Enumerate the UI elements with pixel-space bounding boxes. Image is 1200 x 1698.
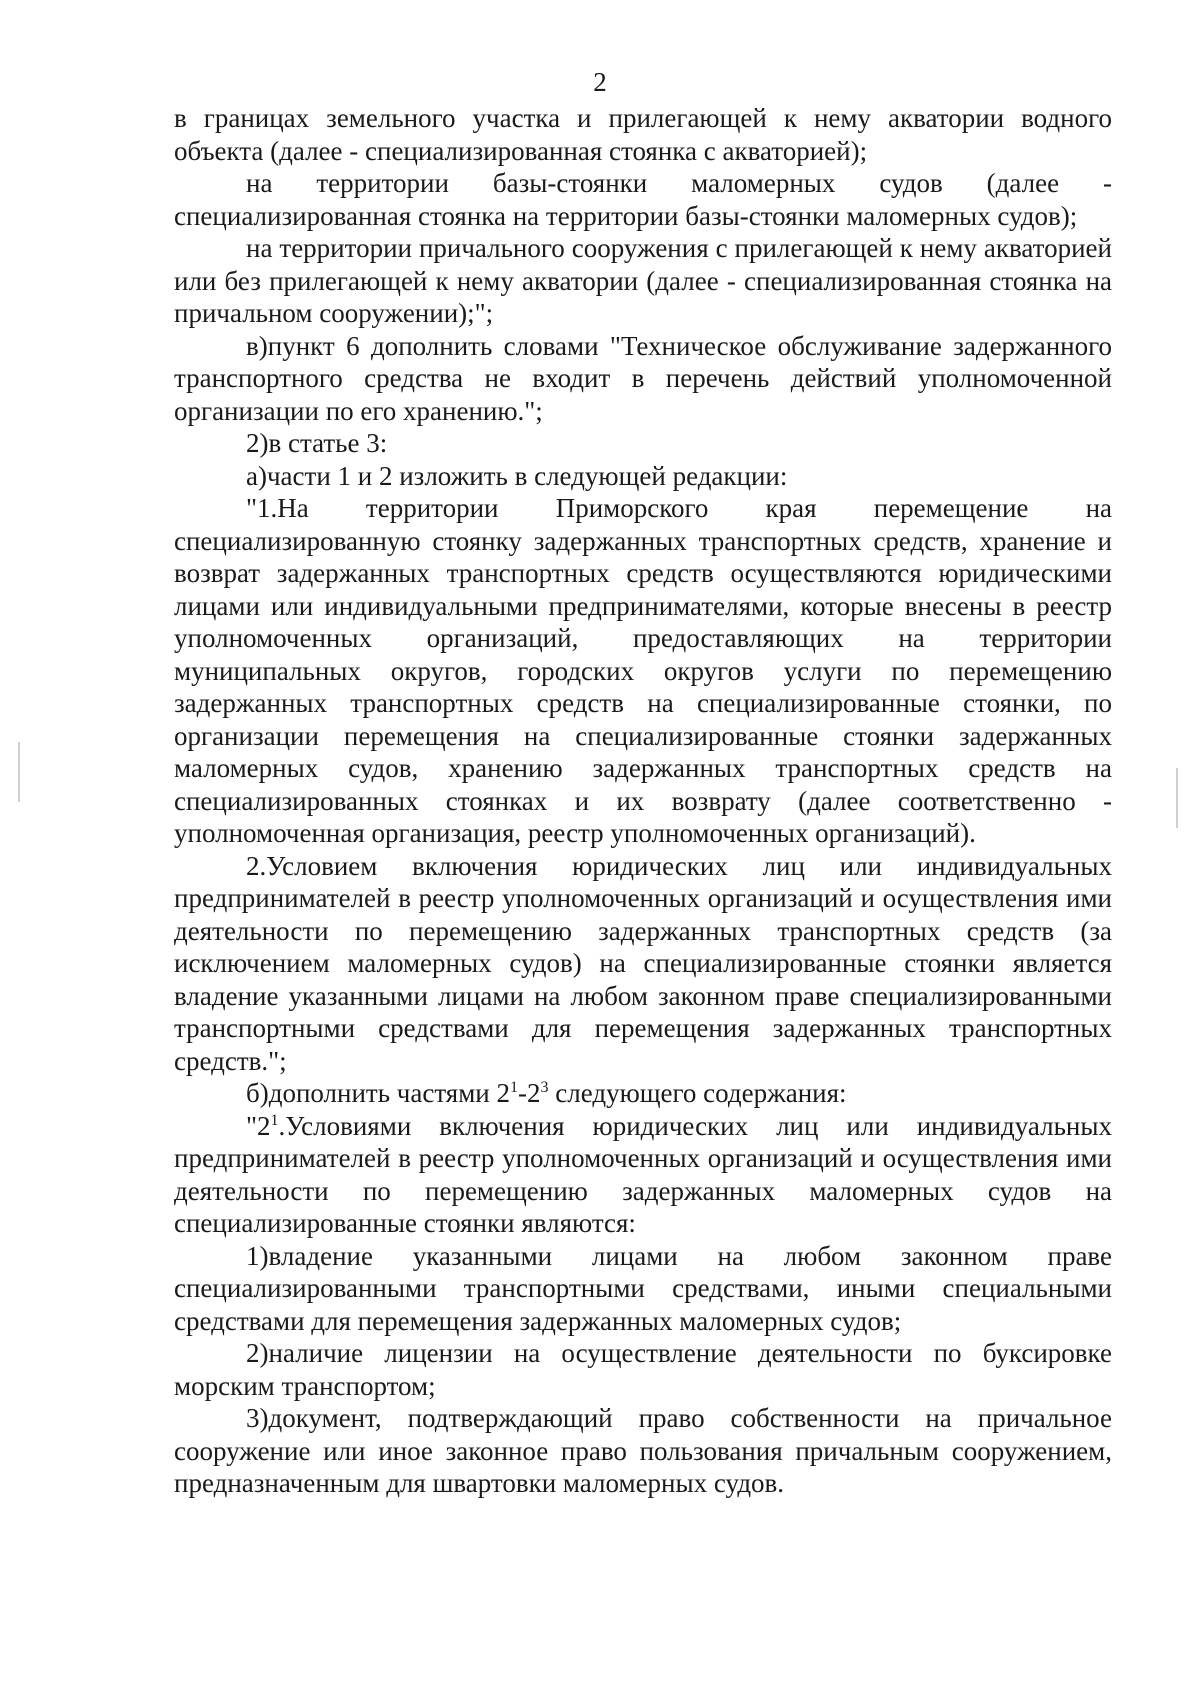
right-margin-mark	[1176, 768, 1178, 828]
paragraph-part-2-1	[174, 1110, 1112, 1240]
text-run: .Условиями включения юридических лиц или индивидуальных предпринимателей в реестр уполномоченных организаций и осуществления ими деятельности по перемещению задержанных маломерных судов на специализированные стоянки являются:	[174, 1110, 1112, 1238]
text-run: -2	[518, 1078, 541, 1108]
list-item: 1)владение указанными лицами на любом законном праве специализированными транспортными средствами, иными специальными средствами для перемещения задержанных маломерных судов;	[174, 1240, 1112, 1336]
superscript: 1	[510, 1079, 518, 1096]
paragraph: "1.На территории Приморского края перемещение на специализированную стоянку задержанных транспортных средств, хранение и возврат задержанных транспортных средств осуществляются юридическими лицами или индивидуальными предпринимателями, которые внесены в реестр уполномоченных организаций, предоставляющих на территории муниципальных округов, городских округов услуги по перемещению задержанных транспортных средств на специализированные стоянки, по организации перемещения на специализированные стоянки задержанных маломерных судов, хранению задержанных транспортных средств на специализированных стоянках и их возврату (далее соответственно - уполномоченная организация, реестр уполномоченных организаций).	[174, 493, 1112, 848]
text-run: б)дополнить частями 2	[246, 1078, 510, 1108]
document-body	[174, 102, 1112, 1500]
text-run: следующего содержания:	[548, 1078, 847, 1108]
superscript: 1	[270, 1111, 279, 1129]
paragraph: 2)в статье 3:	[246, 428, 388, 458]
paragraph: в)пункт 6 дополнить словами "Техническое обслуживание задержанного транспортного средства не входит в перечень действий уполномоченной организации по его хранению.";	[174, 330, 1112, 426]
left-margin-mark	[18, 742, 20, 802]
paragraph: в границах земельного участка и прилегающей к нему акватории водного объекта (далее - специализированная стоянка с акваторией);	[174, 103, 1112, 166]
paragraph: на территории причального сооружения с прилегающей к нему акваторией или без прилегающей к нему акватории (далее - специализированная стоянка на причальном сооружении);";	[174, 233, 1112, 328]
paragraph: а)части 1 и 2 изложить в следующей редакции:	[246, 460, 788, 491]
page-number: 2	[593, 67, 607, 97]
list-item: 2)наличие лицензии на осуществление деятельности по буксировке морским транспортом;	[174, 1338, 1112, 1401]
paragraph-add-parts	[174, 1077, 1112, 1110]
list-item: 3)документ, подтверждающий право собственности на причальное сооружение или иное законное право пользования причальным сооружением, предназначенным для швартовки маломерных судов.	[174, 1403, 1112, 1498]
text-run: "2	[246, 1110, 271, 1141]
superscript: 3	[540, 1079, 549, 1096]
paragraph: на территории базы-стоянки маломерных судов (далее - специализированная стоянка на территории базы-стоянки маломерных судов);	[174, 168, 1112, 231]
paragraph: 2.Условием включения юридических лиц или индивидуальных предпринимателей в реестр уполномоченных организаций и осуществления ими деятельности по перемещению задержанных транспортных средств (за исключением маломерных судов) на специализированные стоянки является владение указанными лицами на любом законном праве специализированными транспортными средствами для перемещения задержанных транспортных средств.";	[174, 850, 1112, 1076]
